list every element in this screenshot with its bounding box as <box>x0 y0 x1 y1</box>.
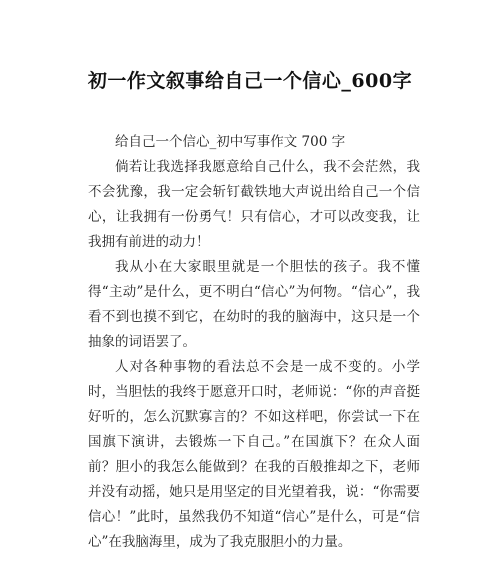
paragraph: 人对各种事物的看法总不会是一成不变的。小学时，当胆怯的我终于愿意开口时，老师说：“你的声音挺好听的，怎么沉默寡言的？不如这样吧，你尝试一下在国旗下演讲，去锻炼一下自己。”在国旗下？在众人面前？胆小的我怎么能做到？在我的百般推却之下，老师并没有动摇，她只是用坚定的目光望着我，说：“你需要信心！”此时，虽然我仍不知道“信心”是什么，可是“信心”在我脑海里，成为了我克服胆小的力量。 <box>88 359 420 550</box>
document-title: 初一作文叙事给自己一个信心_600字 <box>87 70 413 92</box>
paragraph: 我从小在大家眼里就是一个胆怯的孩子。我不懂得“主动”是什么，更不明白“信心”为何物。“信心”，我看不到也摸不到它，在幼时的我的脑海中，这只是一个抽象的词语罢了。 <box>88 259 420 350</box>
paragraph: 倘若让我选择我愿意给自己什么，我不会茫然，我不会犹豫，我一定会斩钉截铁地大声说出给自己一个信心，让我拥有一份勇气！只有信心，才可以改变我，让我拥有前进的动力！ <box>88 159 420 250</box>
document-body <box>88 130 420 555</box>
document-subtitle: 给自己一个信心_初中写事作文 700 字 <box>115 134 346 150</box>
